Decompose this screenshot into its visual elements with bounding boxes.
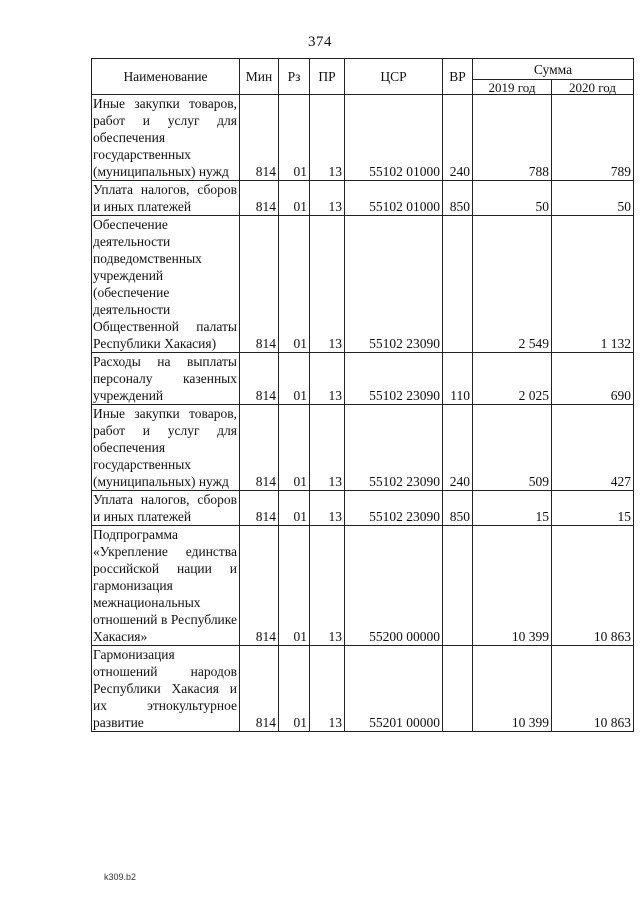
cell-vr [443, 526, 473, 646]
table-row [92, 95, 634, 181]
cell-min: 814 [240, 353, 279, 405]
cell-rz: 01 [279, 405, 310, 491]
cell-rz: 01 [279, 491, 310, 526]
cell-name: Обеспечение деятельности подведомственных учреждений (обеспечение деятельности Общественной палаты Республики Хакасия) [92, 216, 240, 353]
cell-name: Гармонизация отношений народов Республики Хакасия и их этнокультурное развитие [92, 646, 240, 732]
cell-2020: 1 132 [552, 216, 634, 353]
cell-name: Уплата налогов, сборов и иных платежей [92, 181, 240, 216]
cell-name: Иные закупки товаров, работ и услуг для обеспечения государственных (муниципальных) нужд [92, 405, 240, 491]
cell-min: 814 [240, 526, 279, 646]
cell-pr: 13 [310, 491, 345, 526]
cell-pr: 13 [310, 181, 345, 216]
header-row [92, 59, 634, 80]
cell-2020: 15 [552, 491, 634, 526]
table-row [92, 646, 634, 732]
cell-2020: 427 [552, 405, 634, 491]
header-rz: Рз [279, 59, 310, 95]
cell-vr [443, 216, 473, 353]
cell-2020: 789 [552, 95, 634, 181]
cell-rz: 01 [279, 95, 310, 181]
cell-vr: 240 [443, 95, 473, 181]
cell-rz: 01 [279, 181, 310, 216]
table-row [92, 491, 634, 526]
cell-pr: 13 [310, 646, 345, 732]
cell-vr: 110 [443, 353, 473, 405]
cell-csr: 55102 23090 [345, 405, 443, 491]
table-row [92, 405, 634, 491]
cell-2019: 2 549 [473, 216, 552, 353]
cell-name: Иные закупки товаров, работ и услуг для обеспечения государственных (муниципальных) нужд [92, 95, 240, 181]
cell-2019: 2 025 [473, 353, 552, 405]
header-2020: 2020 год [552, 80, 634, 95]
cell-2019: 10 399 [473, 646, 552, 732]
cell-2020: 10 863 [552, 526, 634, 646]
cell-min: 814 [240, 491, 279, 526]
cell-min: 814 [240, 95, 279, 181]
cell-min: 814 [240, 216, 279, 353]
cell-min: 814 [240, 405, 279, 491]
cell-rz: 01 [279, 646, 310, 732]
cell-vr [443, 646, 473, 732]
header-sum: Сумма [473, 59, 634, 80]
cell-pr: 13 [310, 95, 345, 181]
table-row [92, 181, 634, 216]
table-row [92, 353, 634, 405]
footer-code: k309.b2 [104, 872, 137, 882]
cell-rz: 01 [279, 353, 310, 405]
cell-2020: 50 [552, 181, 634, 216]
budget-table [91, 58, 634, 732]
cell-name: Расходы на выплаты персоналу казенных учреждений [92, 353, 240, 405]
table-body [92, 95, 634, 732]
page-number: 374 [308, 34, 332, 50]
cell-min: 814 [240, 181, 279, 216]
header-2019: 2019 год [473, 80, 552, 95]
cell-csr: 55200 00000 [345, 526, 443, 646]
cell-name: Уплата налогов, сборов и иных платежей [92, 491, 240, 526]
cell-csr: 55102 01000 [345, 181, 443, 216]
cell-csr: 55102 23090 [345, 216, 443, 353]
cell-2019: 15 [473, 491, 552, 526]
cell-vr: 240 [443, 405, 473, 491]
cell-min: 814 [240, 646, 279, 732]
cell-name: Подпрограмма «Укрепление единства российской нации и гармонизация межнациональных отношений в Республике Хакасия» [92, 526, 240, 646]
cell-csr: 55201 00000 [345, 646, 443, 732]
cell-csr: 55102 23090 [345, 353, 443, 405]
cell-pr: 13 [310, 353, 345, 405]
table-row [92, 526, 634, 646]
cell-rz: 01 [279, 526, 310, 646]
cell-vr: 850 [443, 181, 473, 216]
header-pr: ПР [310, 59, 345, 95]
cell-pr: 13 [310, 405, 345, 491]
header-csr: ЦСР [345, 59, 443, 95]
cell-rz: 01 [279, 216, 310, 353]
table-row [92, 216, 634, 353]
cell-2019: 10 399 [473, 526, 552, 646]
cell-pr: 13 [310, 526, 345, 646]
cell-csr: 55102 01000 [345, 95, 443, 181]
cell-2020: 690 [552, 353, 634, 405]
cell-2020: 10 863 [552, 646, 634, 732]
cell-2019: 50 [473, 181, 552, 216]
cell-2019: 788 [473, 95, 552, 181]
cell-pr: 13 [310, 216, 345, 353]
header-vr: ВР [443, 59, 473, 95]
header-name: Наименование [92, 59, 240, 95]
cell-csr: 55102 23090 [345, 491, 443, 526]
cell-vr: 850 [443, 491, 473, 526]
cell-2019: 509 [473, 405, 552, 491]
header-min: Мин [240, 59, 279, 95]
